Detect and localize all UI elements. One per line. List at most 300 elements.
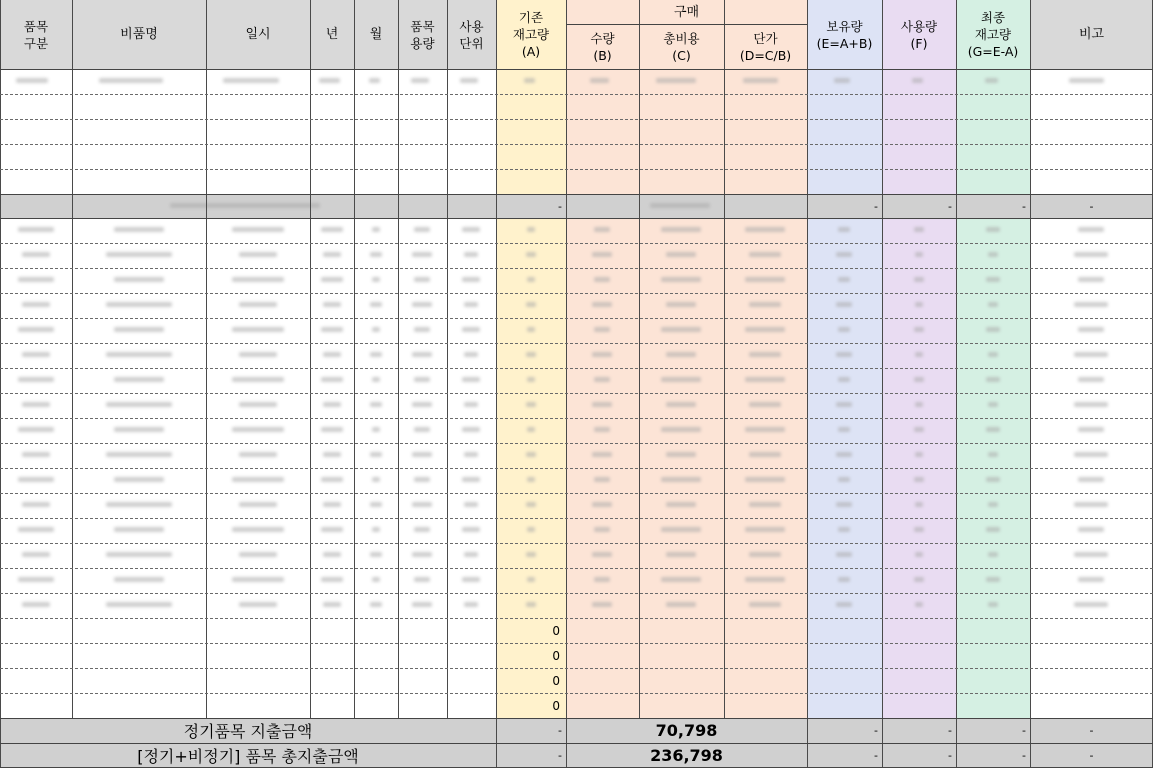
redacted-value: [915, 502, 923, 507]
redacted-value: [414, 327, 430, 332]
redacted-value: [836, 602, 853, 607]
redacted-value: [914, 427, 925, 432]
redacted-value: [1078, 227, 1104, 232]
redacted-value: [590, 78, 609, 83]
regular-total-dash-remarks: -: [1089, 724, 1094, 737]
redacted-value: [460, 78, 478, 83]
regular-items-total-label: 정기품목 지출금액: [183, 722, 313, 741]
redacted-value: [372, 327, 380, 332]
redacted-value: [370, 552, 381, 557]
redacted-value: [834, 78, 850, 83]
redacted-value: [106, 252, 172, 257]
redacted-value: [527, 577, 535, 582]
redacted-value: [464, 252, 478, 257]
redacted-value: [666, 552, 696, 557]
redacted-value: [321, 277, 344, 282]
redacted-value: [666, 302, 696, 307]
redacted-value: [985, 78, 998, 83]
redacted-value: [527, 227, 535, 232]
redacted-value: [99, 78, 163, 83]
redacted-value: [462, 377, 480, 382]
redacted-value: [372, 227, 380, 232]
subtotal-dash-usage: -: [948, 199, 952, 213]
redacted-value: [106, 452, 172, 457]
redacted-value: [321, 327, 344, 332]
redacted-value: [1074, 552, 1109, 557]
redacted-value: [18, 377, 54, 382]
regular-total-dash-final: -: [1022, 724, 1026, 737]
header-total-cost: 총비용 (C): [663, 30, 700, 63]
redacted-value: [22, 402, 50, 407]
redacted-value: [106, 502, 172, 507]
redacted-value: [232, 577, 285, 582]
redacted-value: [1078, 527, 1104, 532]
header-capacity: 품목 용량: [410, 18, 435, 51]
row-border: [0, 293, 1153, 294]
redacted-value: [526, 352, 537, 357]
redacted-value: [526, 302, 537, 307]
column-border: [398, 0, 399, 768]
column-border: [566, 0, 567, 768]
redacted-value: [986, 527, 1000, 532]
column-border: [1030, 0, 1031, 768]
redacted-value: [114, 577, 164, 582]
redacted-value: [462, 327, 480, 332]
grand-total-dash-usage: -: [948, 749, 952, 762]
redacted-value: [526, 452, 537, 457]
redacted-value: [232, 327, 285, 332]
existing-stock-zero: 0: [552, 648, 560, 663]
redacted-value: [666, 602, 696, 607]
redacted-value: [1078, 377, 1104, 382]
subtotal-dash-holding: -: [874, 199, 878, 213]
redacted-value: [749, 352, 780, 357]
redacted-value: [18, 477, 54, 482]
redacted-value: [370, 402, 381, 407]
redacted-value: [666, 252, 696, 257]
redacted-value: [986, 477, 1000, 482]
redacted-value: [414, 377, 430, 382]
redacted-value: [594, 327, 610, 332]
redacted-value: [745, 277, 785, 282]
redacted-value: [106, 302, 172, 307]
redacted-value: [988, 502, 999, 507]
redacted-value: [232, 477, 285, 482]
header-final-stock: 최종 재고량 (G=E-A): [967, 10, 1019, 59]
redacted-value: [838, 377, 851, 382]
redacted-value: [412, 402, 432, 407]
row-border: [0, 268, 1153, 269]
redacted-value: [661, 377, 701, 382]
redacted-value: [986, 377, 1000, 382]
redacted-value: [836, 352, 853, 357]
redacted-value: [838, 277, 851, 282]
redacted-value: [412, 452, 432, 457]
redacted-value: [372, 577, 380, 582]
redacted-value: [106, 552, 172, 557]
redacted-value: [988, 252, 999, 257]
redacted-value: [527, 477, 535, 482]
redacted-value: [527, 277, 535, 282]
redacted-value: [838, 577, 851, 582]
row-border: [0, 243, 1153, 244]
redacted-value: [1078, 577, 1104, 582]
redacted-value: [1078, 427, 1104, 432]
redacted-value: [661, 527, 701, 532]
redacted-value: [1074, 502, 1109, 507]
regular-items-total-value: 70,798: [655, 721, 718, 740]
redacted-value: [114, 277, 164, 282]
redacted-value: [16, 78, 48, 83]
redacted-value: [524, 78, 535, 83]
redacted-value: [988, 402, 999, 407]
redacted-value: [745, 377, 785, 382]
redacted-value: [745, 327, 785, 332]
redacted-value: [914, 527, 925, 532]
redacted-value: [526, 402, 537, 407]
redacted-value: [18, 427, 54, 432]
grand-total-dash-existing: -: [558, 749, 562, 762]
redacted-value: [526, 502, 537, 507]
redacted-value: [666, 402, 696, 407]
redacted-value: [323, 302, 340, 307]
redacted-value: [170, 203, 320, 208]
redacted-value: [462, 427, 480, 432]
redacted-value: [661, 427, 701, 432]
redacted-value: [412, 352, 432, 357]
redacted-value: [914, 577, 925, 582]
redacted-value: [223, 78, 279, 83]
redacted-value: [594, 427, 610, 432]
redacted-value: [914, 327, 925, 332]
redacted-value: [464, 302, 478, 307]
redacted-value: [414, 527, 430, 532]
row-border: [0, 343, 1153, 344]
redacted-value: [462, 477, 480, 482]
redacted-value: [411, 78, 429, 83]
row-border: [0, 593, 1153, 594]
redacted-value: [914, 377, 925, 382]
grand-total-dash-holding: -: [874, 749, 878, 762]
redacted-value: [239, 402, 278, 407]
redacted-value: [464, 452, 478, 457]
redacted-value: [915, 602, 923, 607]
redacted-value: [594, 577, 610, 582]
redacted-value: [592, 452, 613, 457]
redacted-value: [114, 377, 164, 382]
redacted-value: [114, 427, 164, 432]
column-border: [956, 0, 957, 768]
row-border: [0, 493, 1153, 494]
row-border: [0, 518, 1153, 519]
grand-total-label: [정기+비정기] 품목 총지출금액: [137, 747, 359, 766]
subtotal-dash-existing: -: [558, 199, 562, 213]
redacted-value: [592, 352, 613, 357]
redacted-value: [749, 452, 780, 457]
redacted-value: [372, 377, 380, 382]
existing-stock-zero: 0: [552, 698, 560, 713]
row-border: [0, 368, 1153, 369]
redacted-value: [232, 277, 285, 282]
redacted-value: [661, 327, 701, 332]
redacted-value: [412, 552, 432, 557]
redacted-value: [1074, 602, 1109, 607]
column-border: [354, 0, 355, 768]
column-border: [310, 0, 311, 768]
redacted-value: [914, 477, 925, 482]
redacted-value: [986, 577, 1000, 582]
column-border: [206, 0, 207, 768]
redacted-value: [114, 227, 164, 232]
redacted-value: [749, 602, 780, 607]
row-border: [0, 643, 1153, 644]
redacted-value: [986, 327, 1000, 332]
column-border: [0, 0, 1, 768]
header-year: 년: [325, 27, 339, 42]
column-border: [882, 0, 883, 768]
redacted-value: [914, 227, 925, 232]
redacted-value: [22, 452, 50, 457]
header-quantity: 수량 (B): [590, 30, 615, 63]
redacted-value: [1078, 277, 1104, 282]
redacted-value: [838, 427, 851, 432]
redacted-value: [838, 527, 851, 532]
redacted-value: [1078, 327, 1104, 332]
redacted-value: [114, 527, 164, 532]
redacted-value: [661, 577, 701, 582]
redacted-value: [462, 277, 480, 282]
redacted-value: [656, 78, 696, 83]
redacted-value: [1078, 477, 1104, 482]
redacted-value: [321, 377, 344, 382]
redacted-value: [836, 402, 853, 407]
redacted-value: [414, 577, 430, 582]
redacted-value: [464, 602, 478, 607]
grand-total-dash-remarks: -: [1089, 749, 1094, 762]
redacted-value: [1074, 402, 1109, 407]
redacted-value: [232, 377, 285, 382]
redacted-value: [321, 227, 344, 232]
redacted-value: [18, 227, 54, 232]
redacted-value: [914, 277, 925, 282]
redacted-value: [321, 577, 344, 582]
redacted-value: [592, 302, 613, 307]
redacted-value: [749, 252, 780, 257]
redacted-value: [666, 352, 696, 357]
redacted-value: [526, 252, 537, 257]
redacted-value: [18, 327, 54, 332]
redacted-value: [239, 602, 278, 607]
redacted-value: [414, 477, 430, 482]
row-border: [0, 668, 1153, 669]
header-unit: 사용 단위: [459, 18, 484, 51]
redacted-value: [462, 527, 480, 532]
redacted-value: [915, 302, 923, 307]
redacted-value: [22, 352, 50, 357]
redacted-value: [912, 78, 923, 83]
redacted-value: [239, 352, 278, 357]
row-border: [0, 194, 1153, 195]
redacted-value: [232, 527, 285, 532]
purchase-subheader-border: [566, 24, 807, 25]
redacted-value: [661, 477, 701, 482]
redacted-value: [412, 602, 432, 607]
redacted-value: [22, 302, 50, 307]
redacted-value: [462, 577, 480, 582]
existing-stock-zero: 0: [552, 673, 560, 688]
redacted-value: [594, 277, 610, 282]
redacted-value: [239, 252, 278, 257]
header-item-name: 비품명: [120, 27, 158, 42]
grand-total-dash-final: -: [1022, 749, 1026, 762]
redacted-value: [749, 302, 780, 307]
redacted-value: [986, 277, 1000, 282]
redacted-value: [323, 502, 340, 507]
redacted-value: [18, 577, 54, 582]
row-border: [0, 318, 1153, 319]
column-border: [447, 0, 448, 768]
redacted-value: [592, 252, 613, 257]
row-border: [0, 94, 1153, 95]
redacted-value: [321, 427, 344, 432]
redacted-value: [527, 327, 535, 332]
redacted-value: [323, 352, 340, 357]
existing-stock-zero: 0: [552, 623, 560, 638]
redacted-value: [594, 477, 610, 482]
redacted-value: [414, 227, 430, 232]
redacted-value: [592, 502, 613, 507]
redacted-value: [370, 352, 381, 357]
redacted-value: [464, 552, 478, 557]
redacted-value: [838, 227, 851, 232]
redacted-value: [745, 577, 785, 582]
redacted-value: [232, 227, 285, 232]
redacted-value: [592, 402, 613, 407]
redacted-value: [527, 527, 535, 532]
redacted-value: [22, 602, 50, 607]
redacted-value: [464, 352, 478, 357]
redacted-value: [749, 502, 780, 507]
redacted-value: [745, 477, 785, 482]
row-border: [0, 169, 1153, 170]
redacted-value: [1069, 78, 1104, 83]
row-border: [0, 393, 1153, 394]
redacted-value: [988, 602, 999, 607]
redacted-value: [988, 452, 999, 457]
redacted-value: [114, 327, 164, 332]
header-holding: 보유량 (E=A+B): [816, 18, 873, 51]
header-usage: 사용량 (F): [900, 18, 938, 51]
regular-total-dash-holding: -: [874, 724, 878, 737]
header-datetime: 일시: [245, 27, 271, 42]
header-unit-price: 단가 (D=C/B): [739, 30, 792, 63]
redacted-value: [414, 427, 430, 432]
redacted-value: [323, 552, 340, 557]
redacted-value: [836, 302, 853, 307]
redacted-value: [106, 352, 172, 357]
redacted-value: [988, 302, 999, 307]
redacted-value: [986, 427, 1000, 432]
redacted-value: [372, 427, 380, 432]
redacted-value: [745, 427, 785, 432]
redacted-value: [666, 452, 696, 457]
row-border: [0, 618, 1153, 619]
redacted-value: [462, 227, 480, 232]
redacted-value: [412, 502, 432, 507]
redacted-value: [915, 402, 923, 407]
regular-total-dash-existing: -: [558, 724, 562, 737]
redacted-value: [114, 477, 164, 482]
header-category: 품목 구분: [23, 18, 49, 51]
redacted-value: [370, 602, 381, 607]
redacted-value: [319, 78, 340, 83]
redacted-value: [666, 502, 696, 507]
redacted-value: [370, 502, 381, 507]
redacted-value: [18, 527, 54, 532]
redacted-value: [836, 552, 853, 557]
redacted-value: [527, 377, 535, 382]
subtotal-dash-final: -: [1022, 199, 1026, 213]
redacted-value: [239, 502, 278, 507]
redacted-value: [743, 78, 778, 83]
redacted-value: [370, 452, 381, 457]
redacted-value: [836, 502, 853, 507]
row-border: [0, 468, 1153, 469]
regular-total-dash-usage: -: [948, 724, 952, 737]
redacted-value: [464, 502, 478, 507]
redacted-value: [239, 552, 278, 557]
redacted-value: [372, 527, 380, 532]
redacted-value: [836, 452, 853, 457]
redacted-value: [915, 552, 923, 557]
header-month: 월: [369, 27, 383, 42]
redacted-value: [592, 602, 613, 607]
redacted-value: [745, 527, 785, 532]
redacted-value: [412, 302, 432, 307]
column-border: [807, 0, 808, 768]
redacted-value: [321, 527, 344, 532]
redacted-value: [106, 602, 172, 607]
redacted-value: [18, 277, 54, 282]
redacted-value: [414, 277, 430, 282]
header-remarks: 비고: [1078, 27, 1105, 42]
redacted-value: [661, 227, 701, 232]
redacted-value: [22, 252, 50, 257]
redacted-value: [526, 602, 537, 607]
redacted-value: [988, 552, 999, 557]
column-border: [496, 0, 497, 768]
row-border: [0, 568, 1153, 569]
redacted-value: [745, 227, 785, 232]
redacted-value: [370, 302, 381, 307]
redacted-value: [650, 203, 710, 208]
row-border: [0, 218, 1153, 219]
redacted-value: [323, 602, 340, 607]
column-border: [72, 0, 73, 768]
redacted-value: [22, 552, 50, 557]
row-border: [0, 693, 1153, 694]
redacted-value: [239, 452, 278, 457]
row-border: [0, 543, 1153, 544]
redacted-value: [323, 402, 340, 407]
redacted-value: [372, 477, 380, 482]
redacted-value: [1074, 302, 1109, 307]
redacted-value: [749, 402, 780, 407]
redacted-value: [321, 477, 344, 482]
column-border: [724, 0, 725, 768]
redacted-value: [369, 78, 380, 83]
redacted-value: [594, 227, 610, 232]
